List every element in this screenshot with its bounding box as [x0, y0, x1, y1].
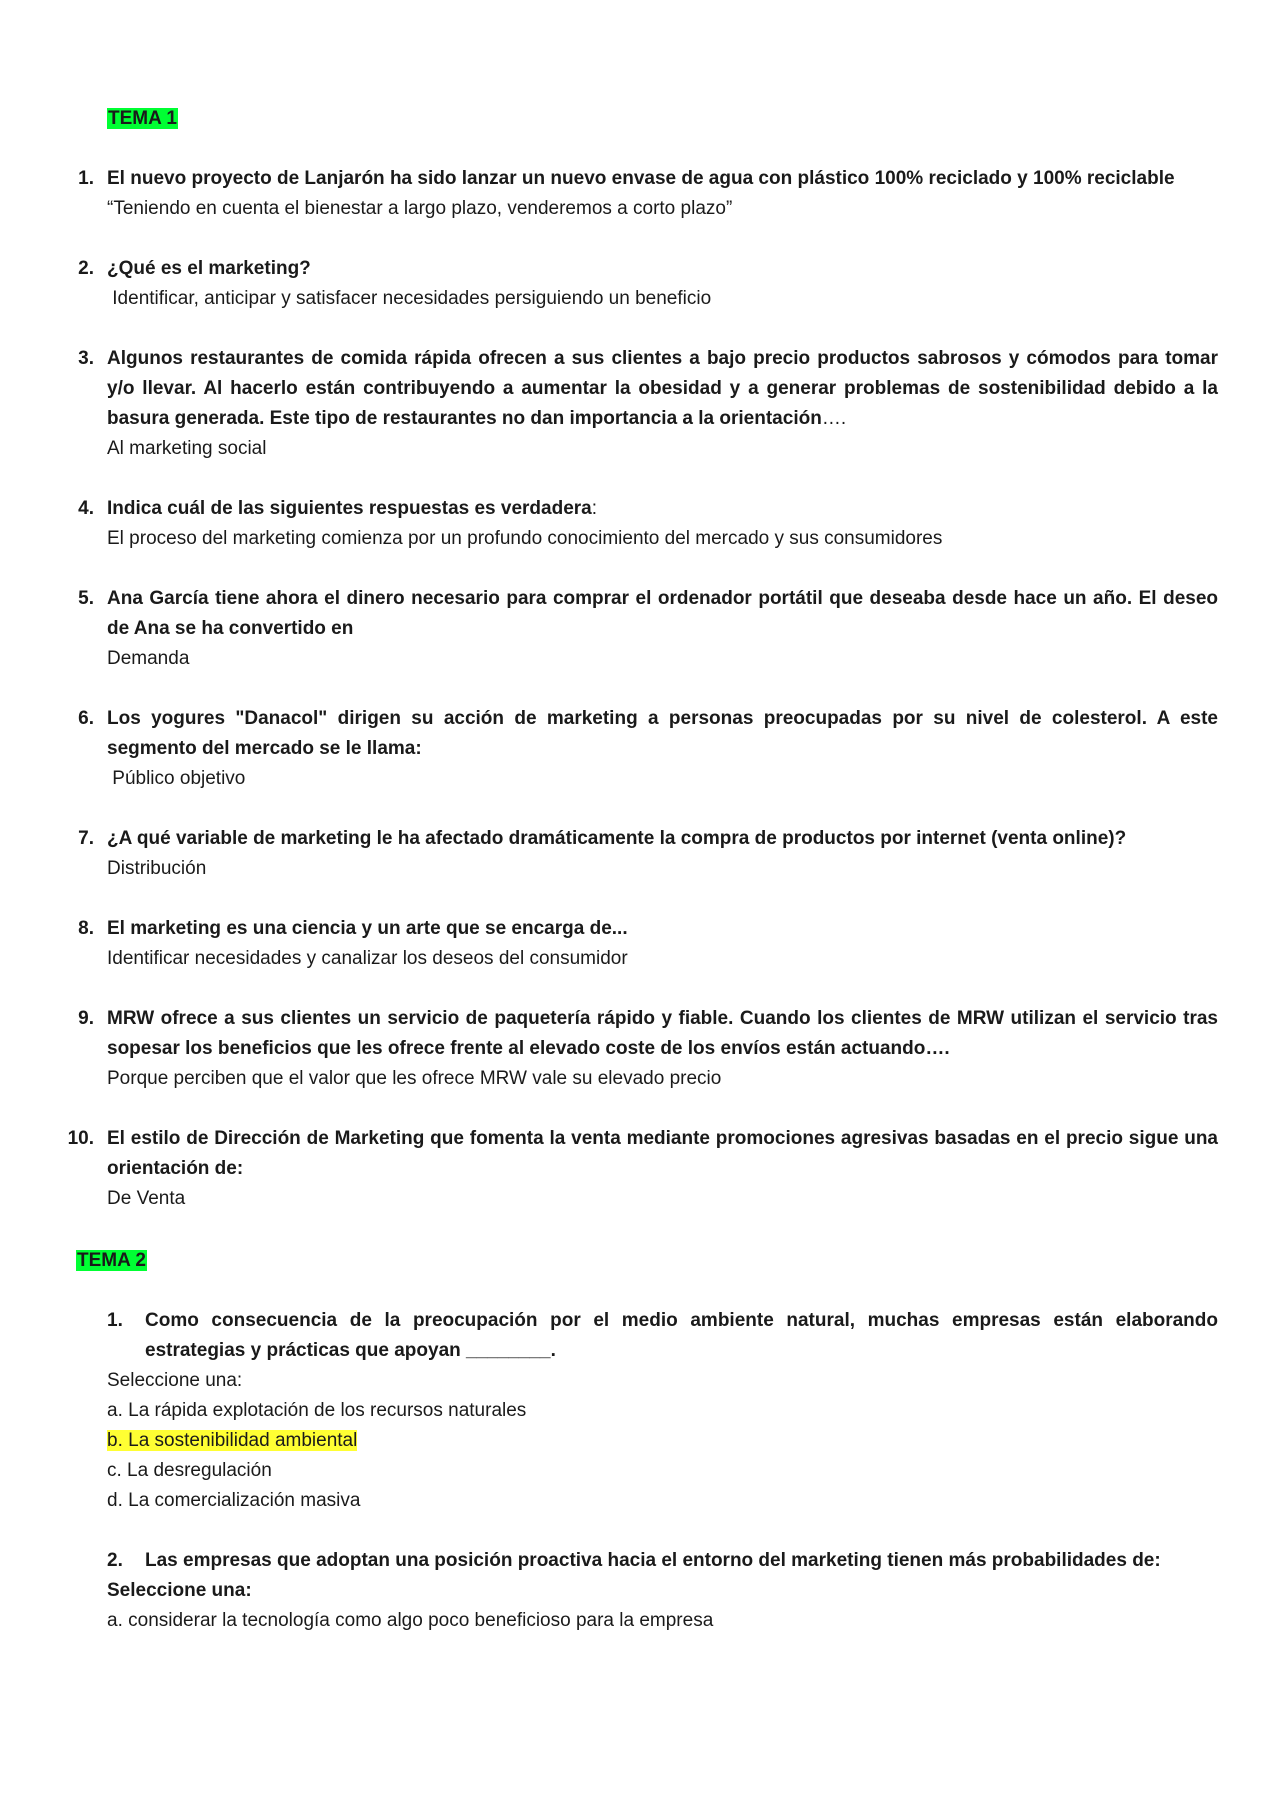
answer-text: Distribución [107, 858, 207, 879]
question-3: 3. Algunos restaurantes de comida rápida ofrecen a sus clientes a bajo precio productos sabrosos y cómodos para tomar y/o llevar. Al hacerlo están contribuyendo a aumentar la obesidad y a generar problemas de sostenibilidad debido a la basura generada. Este tipo de restaurantes no dan importancia a la orientación…. Al marketing social [58, 344, 1218, 464]
answer-text: Demanda [107, 648, 190, 669]
select-prompt: Seleccione una: [107, 1580, 252, 1601]
question-text: Algunos restaurantes de comida rápida ofrecen a sus clientes a bajo precio productos sabrosos y cómodos para tomar y/o llevar. Al hacerlo están contribuyendo a aumentar la obesidad y a generar problemas de sostenibilidad debido a la basura generada. Este tipo de restaurantes no dan importancia a la orientación…. [107, 348, 1218, 429]
tema-2-heading [76, 1246, 147, 1276]
question-text: El nuevo proyecto de Lanjarón ha sido lanzar un nuevo envase de agua con plástico 100% reciclado y 100% reciclable [107, 168, 1175, 189]
answer-text: “Teniendo en cuenta el bienestar a largo plazo, venderemos a corto plazo” [107, 198, 733, 219]
question-text: MRW ofrece a sus clientes un servicio de paquetería rápido y fiable. Cuando los clientes de MRW utilizan el servicio tras sopesar los beneficios que les ofrece frente al elevado coste de los envíos están actuando…. [107, 1008, 1218, 1059]
question-2: 2. ¿Qué es el marketing? Identificar, anticipar y satisfacer necesidades persiguiendo un beneficio [58, 254, 1218, 314]
answer-text: Identificar necesidades y canalizar los deseos del consumidor [107, 948, 628, 969]
answer-text: Al marketing social [107, 438, 267, 459]
tema-2-label: TEMA 2 [77, 1250, 146, 1271]
answer-text: Porque perciben que el valor que les ofrece MRW vale su elevado precio [107, 1068, 722, 1089]
question-10: 10. El estilo de Dirección de Marketing que fomenta la venta mediante promociones agresivas basadas en el precio sigue una orientación de: De Venta [58, 1124, 1218, 1214]
question-text: ¿Qué es el marketing? [107, 258, 311, 279]
tema-2-question-2 [107, 1546, 1218, 1636]
answer-text: Identificar, anticipar y satisfacer necesidades persiguiendo un beneficio [107, 288, 712, 309]
option-a: a. considerar la tecnología como algo poco beneficioso para la empresa [107, 1610, 714, 1631]
question-text: 2. Las empresas que adoptan una posición proactiva hacia el entorno del marketing tienen más probabilidades de: [107, 1550, 1161, 1571]
question-9: 9. MRW ofrece a sus clientes un servicio de paquetería rápido y fiable. Cuando los clientes de MRW utilizan el servicio tras sopesar los beneficios que les ofrece frente al elevado coste de los envíos están actuando…. Porque perciben que el valor que les ofrece MRW vale su elevado precio [58, 1004, 1218, 1094]
question-5: 5. Ana García tiene ahora el dinero necesario para comprar el ordenador portátil que deseaba desde hace un año. El deseo de Ana se ha convertido en Demanda [58, 584, 1218, 674]
tema-2-question-1 [107, 1306, 1218, 1516]
question-text: Ana García tiene ahora el dinero necesario para comprar el ordenador portátil que deseaba desde hace un año. El deseo de Ana se ha convertido en [107, 588, 1218, 639]
answer-text: El proceso del marketing comienza por un profundo conocimiento del mercado y sus consumidores [107, 528, 943, 549]
question-text-tail: : [591, 498, 598, 519]
question-4: 4. Indica cuál de las siguientes respuestas es verdadera: El proceso del marketing comienza por un profundo conocimiento del mercado y sus consumidores [58, 494, 1218, 554]
option-b [107, 1426, 1218, 1456]
question-7: 7. ¿A qué variable de marketing le ha afectado dramáticamente la compra de productos por internet (venta online)? Distribución [58, 824, 1218, 884]
question-1: 1. El nuevo proyecto de Lanjarón ha sido lanzar un nuevo envase de agua con plástico 100% reciclado y 100% reciclable “Teniendo en cuenta el bienestar a largo plazo, venderemos a corto plazo” [58, 164, 1218, 224]
question-text: 1. Como consecuencia de la preocupación por el medio ambiente natural, muchas empresas están elaborando estrategias y prácticas que apoyan ________. [107, 1310, 1218, 1361]
question-text-tail: …. [821, 408, 847, 429]
option-d: d. La comercialización masiva [107, 1490, 361, 1511]
tema-1-question-list [58, 164, 1218, 1244]
answer-text: Público objetivo [107, 768, 246, 789]
answer-text: De Venta [107, 1188, 186, 1209]
option-c: c. La desregulación [107, 1460, 272, 1481]
option-b-highlighted: b. La sostenibilidad ambiental [107, 1430, 358, 1451]
question-text: Los yogures "Danacol" dirigen su acción de marketing a personas preocupadas por su nivel de colesterol. A este segmento del mercado se le llama: [107, 708, 1218, 759]
tema-1-heading [107, 104, 178, 134]
question-text: Indica cuál de las siguientes respuestas es verdadera: [107, 498, 598, 519]
question-8: 8. El marketing es una ciencia y un arte que se encarga de... Identificar necesidades y canalizar los deseos del consumidor [58, 914, 1218, 974]
question-6: 6. Los yogures "Danacol" dirigen su acción de marketing a personas preocupadas por su nivel de colesterol. A este segmento del mercado se le llama: Público objetivo [58, 704, 1218, 794]
question-text: ¿A qué variable de marketing le ha afectado dramáticamente la compra de productos por internet (venta online)? [107, 828, 1127, 849]
tema-1-label: TEMA 1 [108, 108, 177, 129]
question-text: El marketing es una ciencia y un arte que se encarga de... [107, 918, 628, 939]
tema-2-question-list [107, 1306, 1218, 1666]
select-prompt: Seleccione una: [107, 1370, 243, 1391]
option-a: a. La rápida explotación de los recursos naturales [107, 1400, 527, 1421]
question-text: El estilo de Dirección de Marketing que fomenta la venta mediante promociones agresivas basadas en el precio sigue una orientación de: [107, 1128, 1218, 1179]
